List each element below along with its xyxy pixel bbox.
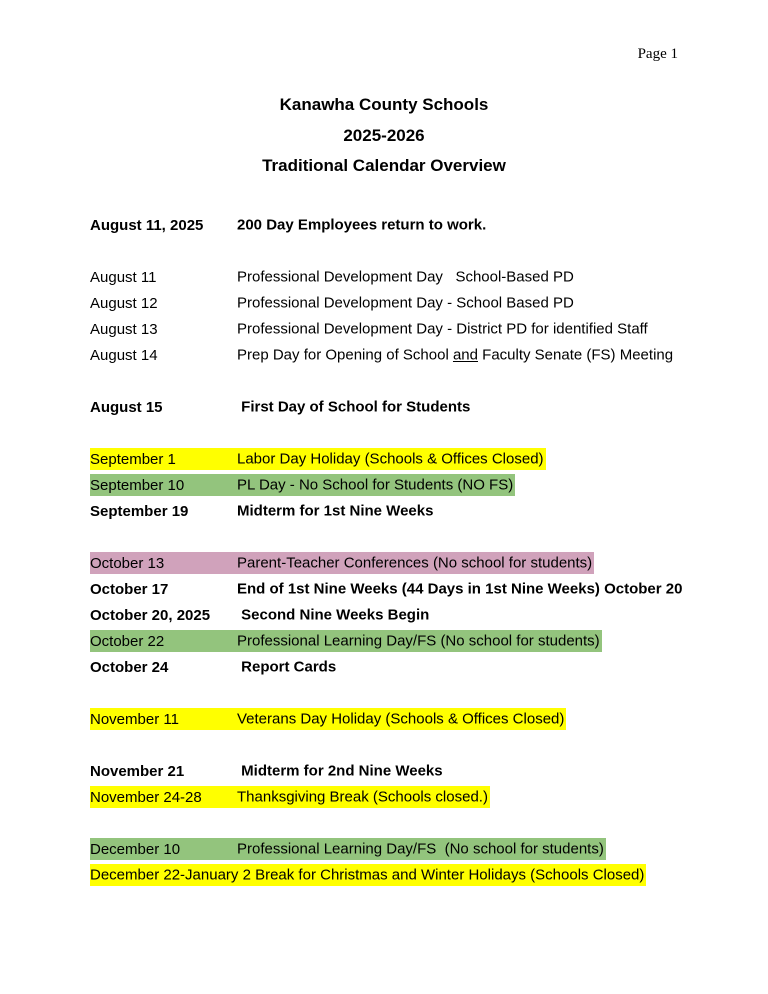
event-description: Thanksgiving Break (Schools closed.) [237,788,488,806]
event-highlight [90,474,515,496]
event-date: November 21 [90,762,185,780]
event-date: September 1 [90,450,176,468]
event-description: Midterm for 2nd Nine Weeks [237,762,443,780]
event-description: Professional Learning Day/FS (No school for students) [237,840,604,858]
event-highlight [90,838,606,860]
calendar-row [90,395,768,421]
calendar-row [90,629,768,655]
event-description: Prep Day for Opening of School [237,346,453,364]
calendar-row [90,603,768,629]
event-highlight [90,864,646,886]
event-date: September 10 [90,476,185,494]
event-highlight [90,760,445,782]
event-description: Parent-Teacher Conferences (No school for students) [237,554,593,572]
event-date: October 17 [90,580,169,598]
calendar-row [90,655,768,681]
calendar-row [90,213,768,239]
event-description: Veterans Day Holiday (Schools & Offices Closed) [237,710,565,728]
event-date: August 15 [90,398,163,416]
calendar-rows [0,213,768,889]
event-date: August 11, 2025 [90,216,204,234]
calendar-row [90,317,768,343]
event-highlight [90,292,576,314]
document-title: Kanawha County Schools [279,95,489,114]
event-date: October 20, 2025 [90,606,211,624]
event-description: Professional Development Day - District PD for identified Staff [237,320,648,338]
page-number: Page 1 [637,46,678,62]
event-description: First Day of School for Students [237,398,471,416]
event-date: September 19 [90,502,189,520]
calendar-row [90,759,768,785]
event-highlight [90,448,546,470]
document-header [0,90,768,182]
event-description: Report Cards [237,658,337,676]
event-highlight [90,630,602,652]
calendar-row [90,447,768,473]
event-description: Professional Development Day - School Based PD [237,294,574,312]
event-date: October 24 [90,658,169,676]
event-description: End of 1st Nine Weeks (44 Days in 1st Nine Weeks) October 20 [237,580,683,598]
event-highlight [90,344,675,366]
event-date: August 13 [90,320,158,338]
event-highlight [90,500,435,522]
event-highlight [90,318,650,340]
event-highlight [90,656,338,678]
document-subtitle: Traditional Calendar Overview [262,156,506,175]
event-highlight [90,604,431,626]
calendar-row [90,473,768,499]
calendar-row [90,551,768,577]
event-description: PL Day - No School for Students (NO FS) [237,476,514,494]
event-highlight [90,396,472,418]
event-description-underlined: and [452,346,478,364]
event-date: October 22 [90,632,165,650]
event-description: Professional Learning Day/FS (No school for students) [237,632,600,650]
event-date: August 11 [90,268,157,286]
event-description-after: Faculty Senate (FS) Meeting [478,346,674,364]
event-date: November 11 [90,710,179,728]
event-date: August 12 [90,294,158,312]
calendar-row [90,577,768,603]
event-date: October 13 [90,554,165,572]
event-description: Second Nine Weeks Begin [237,606,430,624]
calendar-row [90,343,768,369]
event-description: Midterm for 1st Nine Weeks [237,502,434,520]
event-highlight [90,214,488,236]
calendar-row [90,499,768,525]
event-highlight [90,266,576,288]
calendar-row [90,837,768,863]
event-description: Professional Development Day School-Based PD [237,268,574,286]
event-date: December 10 [90,840,181,858]
event-highlight [90,786,490,808]
calendar-row [90,707,768,733]
school-year: 2025-2026 [343,125,425,145]
event-date: August 14 [90,346,158,364]
event-highlight [90,552,594,574]
event-description: 200 Day Employees return to work. [237,216,487,234]
calendar-row [90,863,768,889]
calendar-row [90,291,768,317]
event-date: November 24-28 [90,788,202,806]
calendar-row [90,785,768,811]
event-description: Labor Day Holiday (Schools & Offices Closed) [237,450,544,468]
event-description: December 22-January 2 Break for Christmas and Winter Holidays (Schools Closed) [90,866,645,884]
event-highlight [90,708,566,730]
calendar-row [90,265,768,291]
event-highlight [90,578,684,600]
